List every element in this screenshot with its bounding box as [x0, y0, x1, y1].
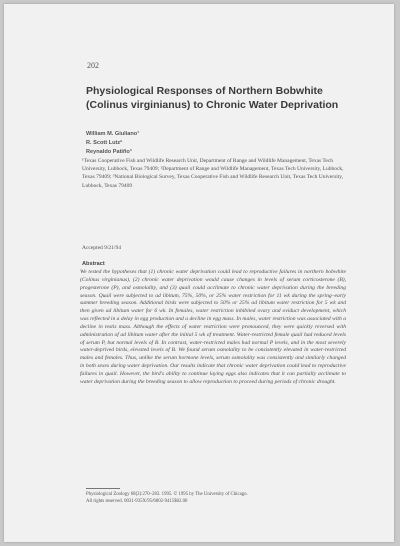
accepted-date: Accepted 9/21/94	[82, 245, 121, 251]
article-title	[86, 84, 346, 112]
footer-rule	[86, 488, 120, 489]
title-line-1: Physiological Responses of Northern Bobwhite	[86, 85, 323, 97]
author-2: R. Scott Lutz²	[86, 140, 123, 146]
journal-footer	[86, 491, 356, 505]
author-list	[86, 130, 139, 157]
title-line-2: (Colinus virginianus) to Chronic Water Deprivation	[86, 99, 339, 111]
paper-page	[4, 4, 394, 542]
author-3: Reynaldo Patiño³	[86, 149, 132, 155]
author-1: William M. Giuliano¹	[86, 131, 140, 137]
page-number: 202	[87, 61, 99, 70]
footer-citation: Physiological Zoology 68(2):270–283. 1995. © 1995 by The University of Chicago.	[86, 492, 248, 497]
affiliations: ¹Texas Cooperative Fish and Wildlife Research Unit, Department of Range and Wildlife Management, Texas Tech University, Lubbock, Texas 79409; ²Department of Range and Wildlife Management, Texas Tech University, Lubbock, Texas 79409; ³National Biological Survey, Texas Cooperative Fish and Wildlife Research Unit, Texas Tech University, Lubbock, Texas 79409	[82, 158, 344, 189]
abstract-body: We tested the hypotheses that (1) chronic water deprivation could lead to reproductive failures in northern bobwhite (Colinus virginianus), (2) chronic water deprivation would cause changes in levels of serum corticosterone (B), progesterone (P), and osmolality, and (3) quail could acclimate to chronic water deprivation during the breeding season. Quail were subjected to ad libitum, 75%, 50%, or 25% water restriction for 11 wk during the spring–early summer breeding season. Additional birds were subjected to 50% or 25% ad libitum water restriction for 5 wk and then given ad libitum water for 6 wk. In females, water restriction inhibited ovary and oviduct development, which was reflected in a delay in egg production and a decline in egg mass. In males, water restriction was associated with a decline in testis mass. Although the effects of water restriction were pronounced, they were quickly reversed with administration of ad libitum water after the initial 5 wk of treatment. Water-restricted female quail had reduced levels of serum P, but normal levels of B. In contrast, water-restricted males had normal P levels, and in the most severely water-deprived birds, elevated levels of B. We found serum osmolality to be consistently elevated in water-restricted males and females. Thus, unlike the serum hormone levels, serum osmolality was consistently and similarly changed in both sexes during water deprivation. Our results indicate that chronic water deprivation could lead to reproductive failures in quail. However, the bird's ability to continue laying eggs also indicates that it can partially acclimate to water deprivation during the breeding season to allow reproduction to proceed during periods of chronic drought.	[80, 269, 346, 385]
abstract-heading: Abstract	[82, 261, 105, 267]
footer-rights: All rights reserved. 0031-935X/95/6802-9415$02.00	[86, 499, 188, 504]
